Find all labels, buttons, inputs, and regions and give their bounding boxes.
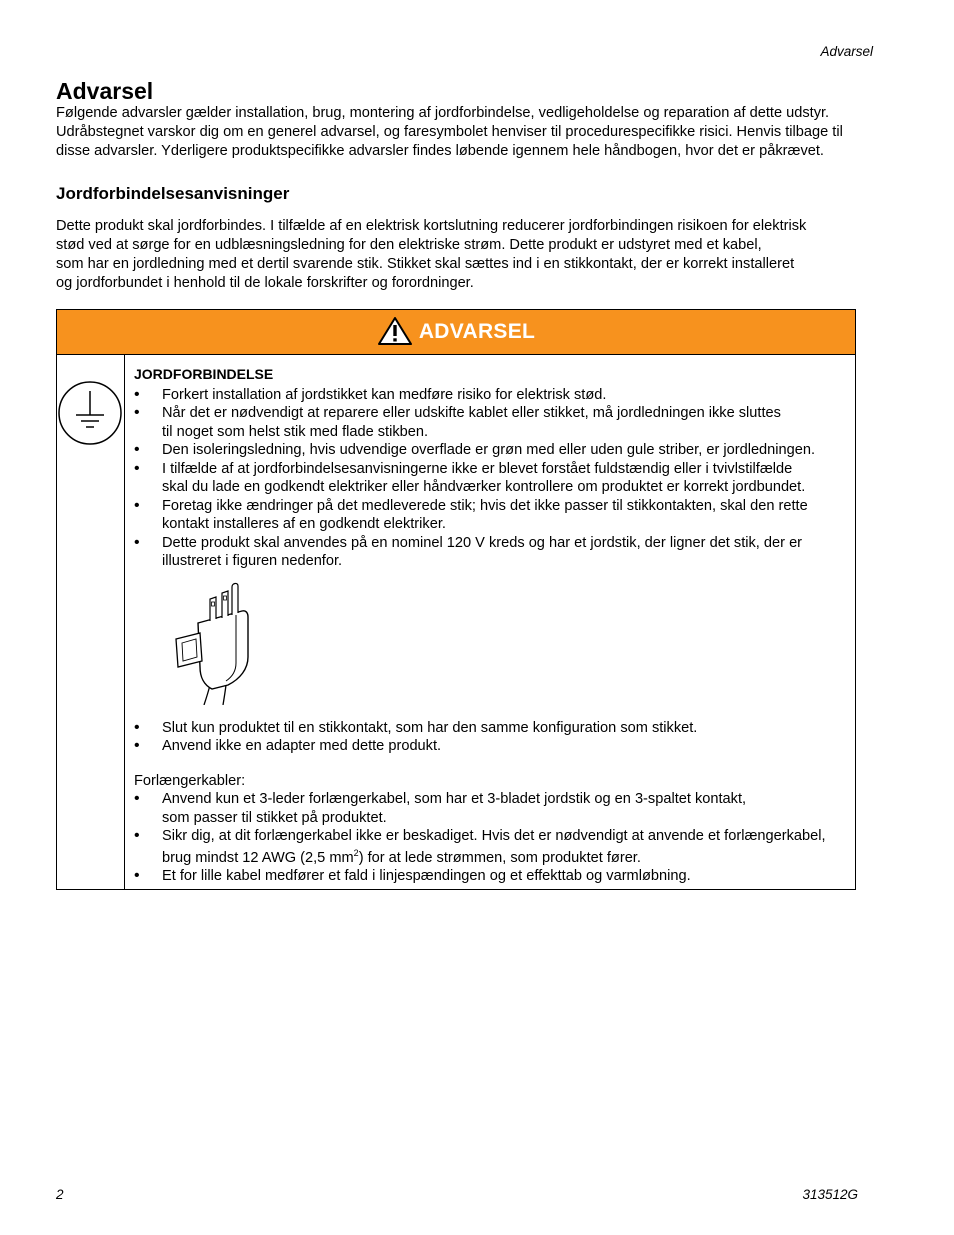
bullet-line: • Når det er nødvendigt at reparere eller udskifte kablet eller stikket, må jordledningen ikke sluttes	[162, 405, 781, 421]
section-paragraph	[56, 217, 876, 293]
bullet-line: • Slut kun produktet til en stikkontakt, som har den samme konfiguration som stikket.	[162, 719, 698, 736]
list-item	[134, 441, 849, 460]
bullet-line: • Foretag ikke ændringer på det medleverede stik; hvis det ikke passer til stikkontakten, skal den rette	[162, 497, 808, 514]
bullet-line: • Anvend ikke en adapter med dette produkt.	[162, 738, 442, 754]
warning-bullet-list-after-figure	[134, 719, 849, 756]
extension-lead: Forlængerkabler:	[134, 772, 246, 789]
list-item	[134, 497, 849, 534]
list-item	[134, 534, 849, 571]
grounded-plug-illustration	[170, 581, 260, 705]
list-item	[134, 719, 849, 738]
bullet-line: • Anvend kun et 3-leder forlængerkabel, som har et 3-bladet jordstik og en 3-spaltet kontakt,	[162, 791, 747, 807]
bullet-line: • Forkert installation af jordstikket kan medføre risiko for elektrisk stød.	[162, 386, 607, 403]
extension-bullet-list	[134, 790, 849, 886]
intro-paragraph	[56, 104, 876, 161]
warning-box	[56, 309, 856, 890]
page-number: 2	[56, 1187, 64, 1202]
main-content	[56, 78, 876, 293]
bullet-line: • I tilfælde af at jordforbindelsesanvisningerne ikke er blevet forstået fuldstændig eller i tvivlstilfælde	[162, 460, 793, 477]
bullet-line: • Dette produkt skal anvendes på en nominel 120 V kreds og har et jordstik, der ligner det stik, der er	[162, 534, 803, 551]
bullet-line: • Et for lille kabel medfører et fald i linjespændingen og et effekttab og varmløbning.	[162, 868, 691, 884]
section-line: og jordforbundet i henhold til de lokale forskrifter og forordninger.	[56, 275, 474, 291]
intro-line: Følgende advarsler gælder installation, brug, montering af jordforbindelse, vedligeholdelse og reparation af dette udstyr.	[56, 105, 830, 121]
bullet-line: som passer til stikket på produktet.	[162, 809, 387, 826]
bullet-line: illustreret i figuren nedenfor.	[162, 553, 343, 569]
bullet-line: skal du lade en godkendt elektriker eller håndværker kontrollere om produktet er korrekt jordbundet.	[162, 479, 806, 495]
bullet-line	[162, 849, 849, 868]
section-line: som har en jordledning med et dertil svarende stik. Stikket skal sættes ind i en stikkontakt, der er korrekt installeret	[56, 256, 795, 272]
warning-icon-column	[57, 355, 125, 889]
bullet-line: kontakt installeres af en godkendt elektriker.	[162, 516, 446, 532]
warning-text	[134, 365, 849, 886]
section-heading: Jordforbindelsesanvisninger	[56, 184, 290, 203]
bullet-line: • Den isoleringsledning, hvis udvendige overflade er grøn med eller uden gule striber, er jordledningen.	[162, 442, 816, 458]
bullet-text: brug mindst 12 AWG (2,5 mm	[162, 849, 354, 866]
list-item	[134, 867, 849, 886]
bullet-line: • Sikr dig, at dit forlængerkabel ikke er beskadiget. Hvis det er nødvendigt at anvende et forlængerkabel,	[162, 828, 826, 844]
bullet-text: ) for at lede strømmen, som produktet fører.	[358, 849, 641, 866]
bullet-line: til noget som helst stik med flade stikben.	[162, 423, 429, 440]
warning-triangle-icon	[377, 316, 413, 346]
intro-line: disse advarsler. Yderligere produktspecifikke advarsler findes løbende igennem hele håndbogen, hvor det er påkrævet.	[56, 143, 824, 159]
list-item	[134, 790, 849, 827]
list-item	[134, 404, 849, 441]
ground-symbol-icon	[57, 381, 124, 445]
warning-bullet-list	[134, 386, 849, 571]
page-title: Advarsel	[56, 78, 154, 104]
document-number: 313512G	[802, 1187, 858, 1202]
list-item	[134, 827, 849, 867]
warning-body	[57, 355, 855, 889]
section-line: Dette produkt skal jordforbindes. I tilfælde af en elektrisk kortslutning reducerer jordforbindingen risikoen for elektrisk	[56, 218, 807, 234]
list-item	[134, 386, 849, 405]
warning-subheading: JORDFORBINDELSE	[134, 366, 274, 382]
section-line: stød ved at sørge for en udblæsningsledning for den elektriske strøm. Dette produkt er udstyret med et kabel,	[56, 237, 762, 253]
warning-title: ADVARSEL	[418, 320, 536, 343]
intro-line: Udråbstegnet varskor dig om en generel advarsel, og faresymbolet henviser til procedurespecifikke risici. Henvis tilbage til	[56, 124, 843, 140]
list-item	[134, 737, 849, 756]
running-header: Advarsel	[820, 44, 873, 59]
superscript: 2	[353, 847, 359, 858]
warning-header	[57, 310, 855, 355]
list-item	[134, 460, 849, 497]
